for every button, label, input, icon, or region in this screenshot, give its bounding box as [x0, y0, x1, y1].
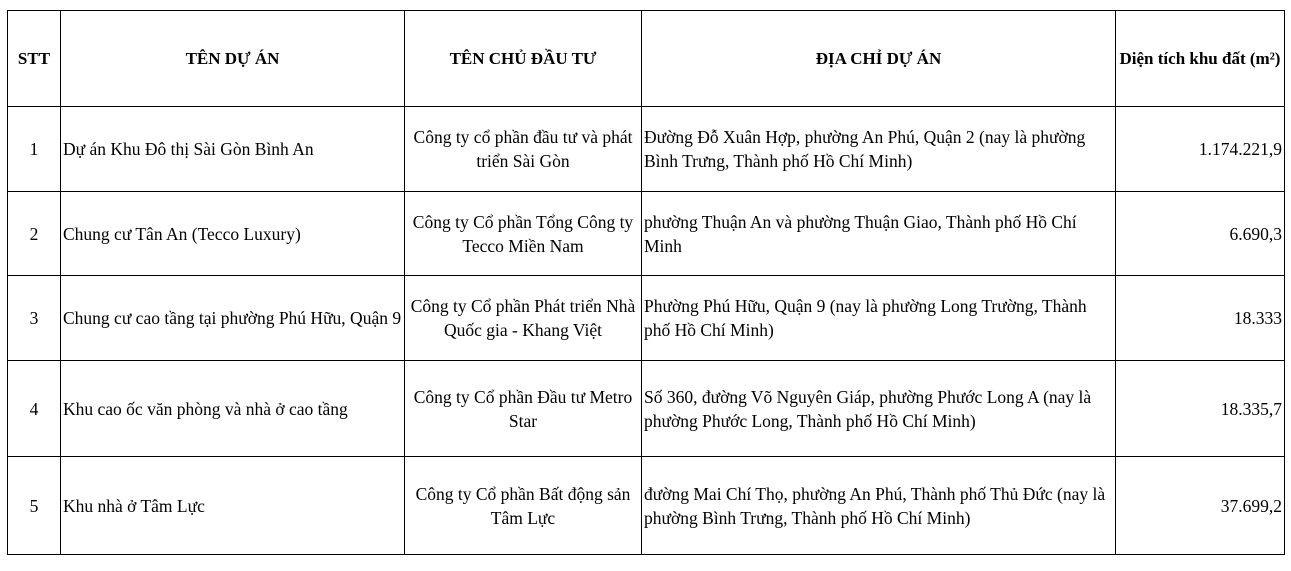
cell-stt: 3	[8, 276, 61, 361]
cell-stt: 2	[8, 192, 61, 276]
header-area: Diện tích khu đất (m²)	[1116, 11, 1285, 107]
cell-area: 37.699,2	[1116, 457, 1285, 555]
header-project-name: TÊN DỰ ÁN	[61, 11, 405, 107]
cell-investor: Công ty Cổ phần Tổng Công ty Tecco Miền Nam	[405, 192, 642, 276]
cell-project-name: Dự án Khu Đô thị Sài Gòn Bình An	[61, 107, 405, 192]
cell-investor: Công ty cổ phần đầu tư và phát triển Sài Gòn	[405, 107, 642, 192]
table-row	[8, 361, 1285, 457]
cell-project-name: Khu nhà ở Tâm Lực	[61, 457, 405, 555]
cell-investor: Công ty Cổ phần Phát triển Nhà Quốc gia - Khang Việt	[405, 276, 642, 361]
cell-address: Số 360, đường Võ Nguyên Giáp, phường Phước Long A (nay là phường Phước Long, Thành phố Hồ Chí Minh)	[642, 361, 1116, 457]
cell-address: phường Thuận An và phường Thuận Giao, Thành phố Hồ Chí Minh	[642, 192, 1116, 276]
cell-area: 1.174.221,9	[1116, 107, 1285, 192]
header-row	[8, 11, 1285, 107]
cell-area: 18.333	[1116, 276, 1285, 361]
table-row	[8, 457, 1285, 555]
header-stt: STT	[8, 11, 61, 107]
cell-address: Phường Phú Hữu, Quận 9 (nay là phường Long Trường, Thành phố Hồ Chí Minh)	[642, 276, 1116, 361]
cell-project-name: Khu cao ốc văn phòng và nhà ở cao tầng	[61, 361, 405, 457]
cell-stt: 1	[8, 107, 61, 192]
cell-address: đường Mai Chí Thọ, phường An Phú, Thành phố Thủ Đức (nay là phường Bình Trưng, Thành phố Hồ Chí Minh)	[642, 457, 1116, 555]
table-row	[8, 107, 1285, 192]
table-row	[8, 192, 1285, 276]
table-row	[8, 276, 1285, 361]
cell-area: 6.690,3	[1116, 192, 1285, 276]
cell-address: Đường Đỗ Xuân Hợp, phường An Phú, Quận 2 (nay là phường Bình Trưng, Thành phố Hồ Chí Minh)	[642, 107, 1116, 192]
header-investor: TÊN CHỦ ĐẦU TƯ	[405, 11, 642, 107]
cell-investor: Công ty Cổ phần Bất động sản Tâm Lực	[405, 457, 642, 555]
cell-investor: Công ty Cổ phần Đầu tư Metro Star	[405, 361, 642, 457]
cell-stt: 4	[8, 361, 61, 457]
cell-stt: 5	[8, 457, 61, 555]
projects-table	[7, 10, 1285, 555]
header-address: ĐỊA CHỈ DỰ ÁN	[642, 11, 1116, 107]
cell-project-name: Chung cư cao tầng tại phường Phú Hữu, Quận 9	[61, 276, 405, 361]
cell-project-name: Chung cư Tân An (Tecco Luxury)	[61, 192, 405, 276]
cell-area: 18.335,7	[1116, 361, 1285, 457]
